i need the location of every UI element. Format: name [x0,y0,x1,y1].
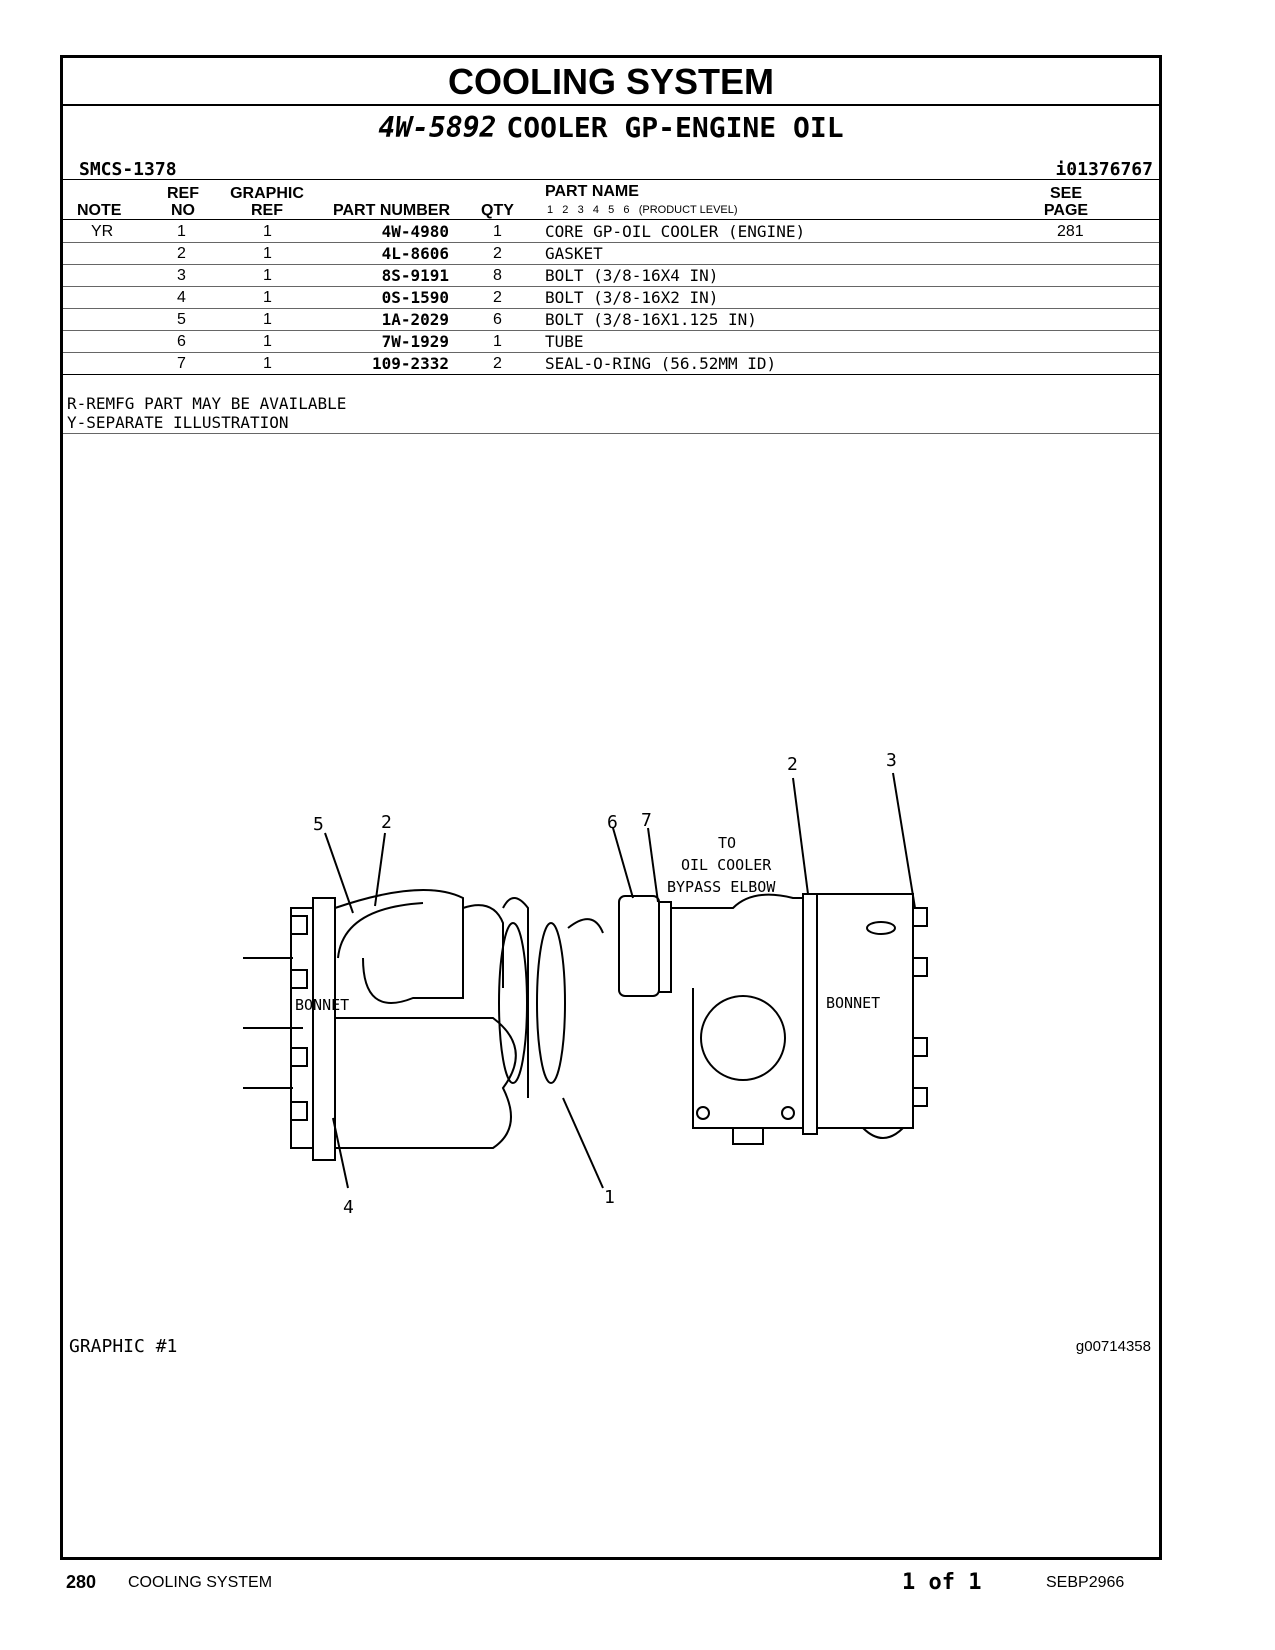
header-divider [63,179,1159,180]
table-row: 5 1 1A-2029 6 BOLT (3/8-16X1.125 IN) [63,308,1159,331]
col-part-number: PART NUMBER [333,202,451,219]
page-title: COOLING SYSTEM [63,58,1159,106]
col-part-name: PART NAME [545,183,639,200]
callout-1: 1 [604,1187,615,1208]
col-graphic-ref: GRAPHIC REF [230,185,304,219]
bypass-label: BYPASS ELBOW [667,878,776,896]
to-label: TO [718,834,737,852]
col-ref-no: REF NO [167,185,199,219]
table-row: 7 1 109-2332 2 SEAL-O-RING (56.52MM ID) [63,352,1159,375]
footer-page-number: 280 [66,1572,97,1592]
callout-2-right: 2 [787,754,798,775]
table-row: 4 1 0S-1590 2 BOLT (3/8-16X2 IN) [63,286,1159,309]
callout-3: 3 [886,750,897,771]
note-remfg: R-REMFG PART MAY BE AVAILABLE [67,394,347,413]
legend-notes [67,394,346,432]
page-frame [60,55,1162,1560]
col-see-page: SEE PAGE [1043,185,1089,219]
notes-divider [63,433,1159,434]
callout-2-left: 2 [381,812,392,833]
col-note: NOTE [77,202,122,219]
table-row: 3 1 8S-9191 8 BOLT (3/8-16X4 IN) [63,264,1159,287]
callout-6: 6 [607,812,618,833]
group-part-number: 4W-5892 [378,111,497,144]
table-row: 2 1 4L-8606 2 GASKET [63,242,1159,265]
graphic-label: GRAPHIC #1 [69,1336,178,1357]
table-row: 6 1 7W-1929 1 TUBE [63,330,1159,353]
callout-5: 5 [313,814,324,835]
exploded-parts-illustration [163,658,1063,1218]
bonnet-label-left: BONNET [295,996,350,1014]
callout-7: 7 [641,810,652,831]
oil-cooler-label: OIL COOLER [681,856,772,874]
col-qty: QTY [481,202,514,219]
group-title [63,110,1159,146]
product-level: 1 2 3 4 5 6 (PRODUCT LEVEL) [547,204,738,216]
table-row: YR 1 1 4W-4980 1 CORE GP-OIL COOLER (ENGINE) 281 [63,220,1159,243]
graphic-id: g00714358 [1075,1338,1151,1355]
group-description: COOLER GP-ENGINE OIL [506,111,844,144]
footer-page-count: 1 of 1 [902,1570,982,1595]
callout-4: 4 [343,1197,354,1218]
info-id: i01376767 [1055,159,1153,180]
bonnet-label-right: BONNET [826,994,881,1012]
footer-section: COOLING SYSTEM [128,1574,273,1591]
footer-doc-number: SEBP2966 [1046,1574,1125,1591]
note-separate: Y-SEPARATE ILLUSTRATION [67,413,289,432]
smcs-code: SMCS-1378 [79,159,177,180]
